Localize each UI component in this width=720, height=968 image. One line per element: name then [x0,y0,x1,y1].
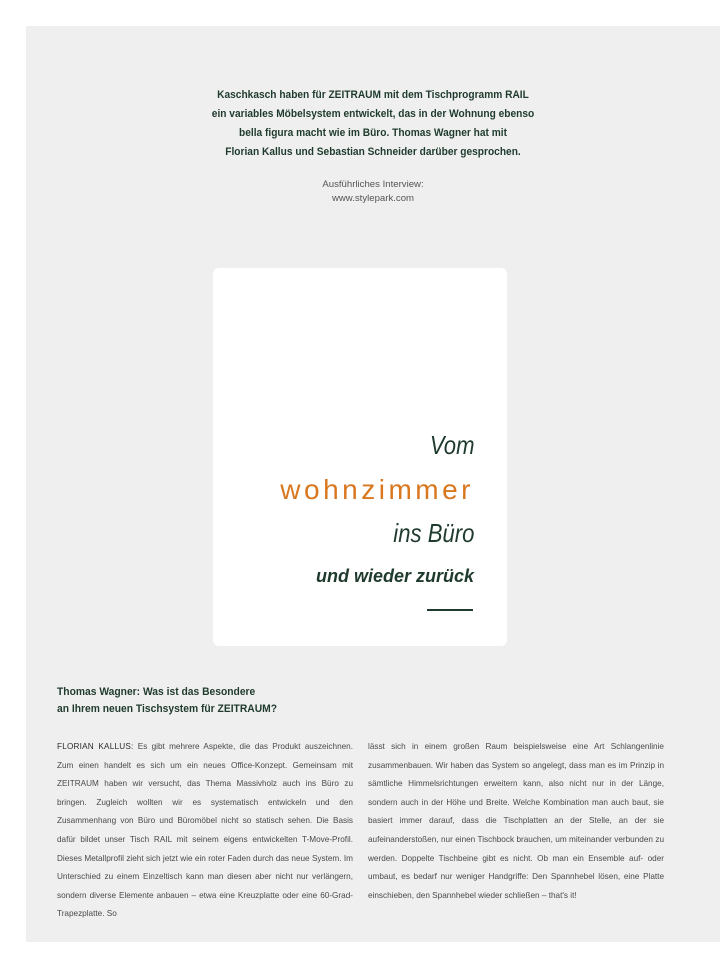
question-line: Thomas Wagner: Was ist das Besondere [57,686,256,698]
reference-label: Ausführliches Interview: [322,179,424,190]
intro-line: bella figura macht wie im Büro. Thomas Wagner hat mit [239,127,507,139]
answer-column-right [368,738,664,905]
magazine-page [26,26,720,942]
interview-reference [176,178,570,206]
intro-line: Kaschkasch haben für ZEITRAUM mit dem Tischprogramm RAIL [217,89,529,101]
title-underline-rule [427,609,473,611]
intro-paragraph [196,86,551,162]
answer-column-left [57,738,353,924]
answer-text-right: lässt sich in einem großen Raum beispielsweise eine Art Schlangenlinie zusammenbauen. Wir haben das System so angelegt, dass man es im Prinzip in sämtliche Himmelsrichtungen erweitern kann, also nicht nur in der Länge, sondern auch in der Höhe und Breite. Welche Kombination man auch baut, sie basiert immer darauf, dass die Tischplatten an der Stelle, an der sie aufeinanderstoßen, nur einen Tischbock brauchen, um miteinander verbunden zu werden. Doppelte Tischbeine gibt es nicht. Ob man ein Ensemble auf- oder umbaut, es bedarf nur weniger Handgriffe: Den Spannhebel lösen, eine Platte einschieben, den Spannhebel wieder schließen – that's it! [368,742,664,900]
intro-line: ein variables Möbelsystem entwickelt, das in der Wohnung ebenso [211,108,535,120]
title-card [213,268,507,646]
title-line-vom: Vom [429,430,474,460]
intro-line: Florian Kallus und Sebastian Schneider darüber gesprochen. [225,146,521,158]
speaker-name: FLORIAN KALLUS: [57,742,134,751]
reference-url[interactable]: www.stylepark.com [331,193,415,204]
interview-question [57,684,277,718]
title-line-ins-buero: ins Büro [392,518,474,548]
title-line-und-wieder-zurueck: und wieder zurück [315,566,474,586]
question-line: an Ihrem neuen Tischsystem für ZEITRAUM? [57,703,278,715]
title-line-wohnzimmer: wohnzimmer [280,474,474,505]
answer-text-left: Es gibt mehrere Aspekte, die das Produkt auszeichnen. Zum einen handelt es sich um ein neues Office-Konzept. Gemeinsam mit ZEITRAUM haben wir versucht, das Thema Massivholz auch ins Büro zu bringen. Zugleich wollten wir es systematisch entwickeln und den Zusammenhang von Büro und Büromöbel nicht so statisch sehen. Die Basis dafür bildet unser Tisch RAIL mit seinem eigens entwickelten T-Move-Profil. Dieses Metallprofil zieht sich jetzt wie ein roter Faden durch das neue System. Im Unterschied zu einem Einzeltisch kann man diesen aber nicht nur verlängern, sondern diverse Elemente anbauen – etwa eine Kreuzplatte oder eine 60-Grad-Trapezplatte. So [57,742,353,919]
